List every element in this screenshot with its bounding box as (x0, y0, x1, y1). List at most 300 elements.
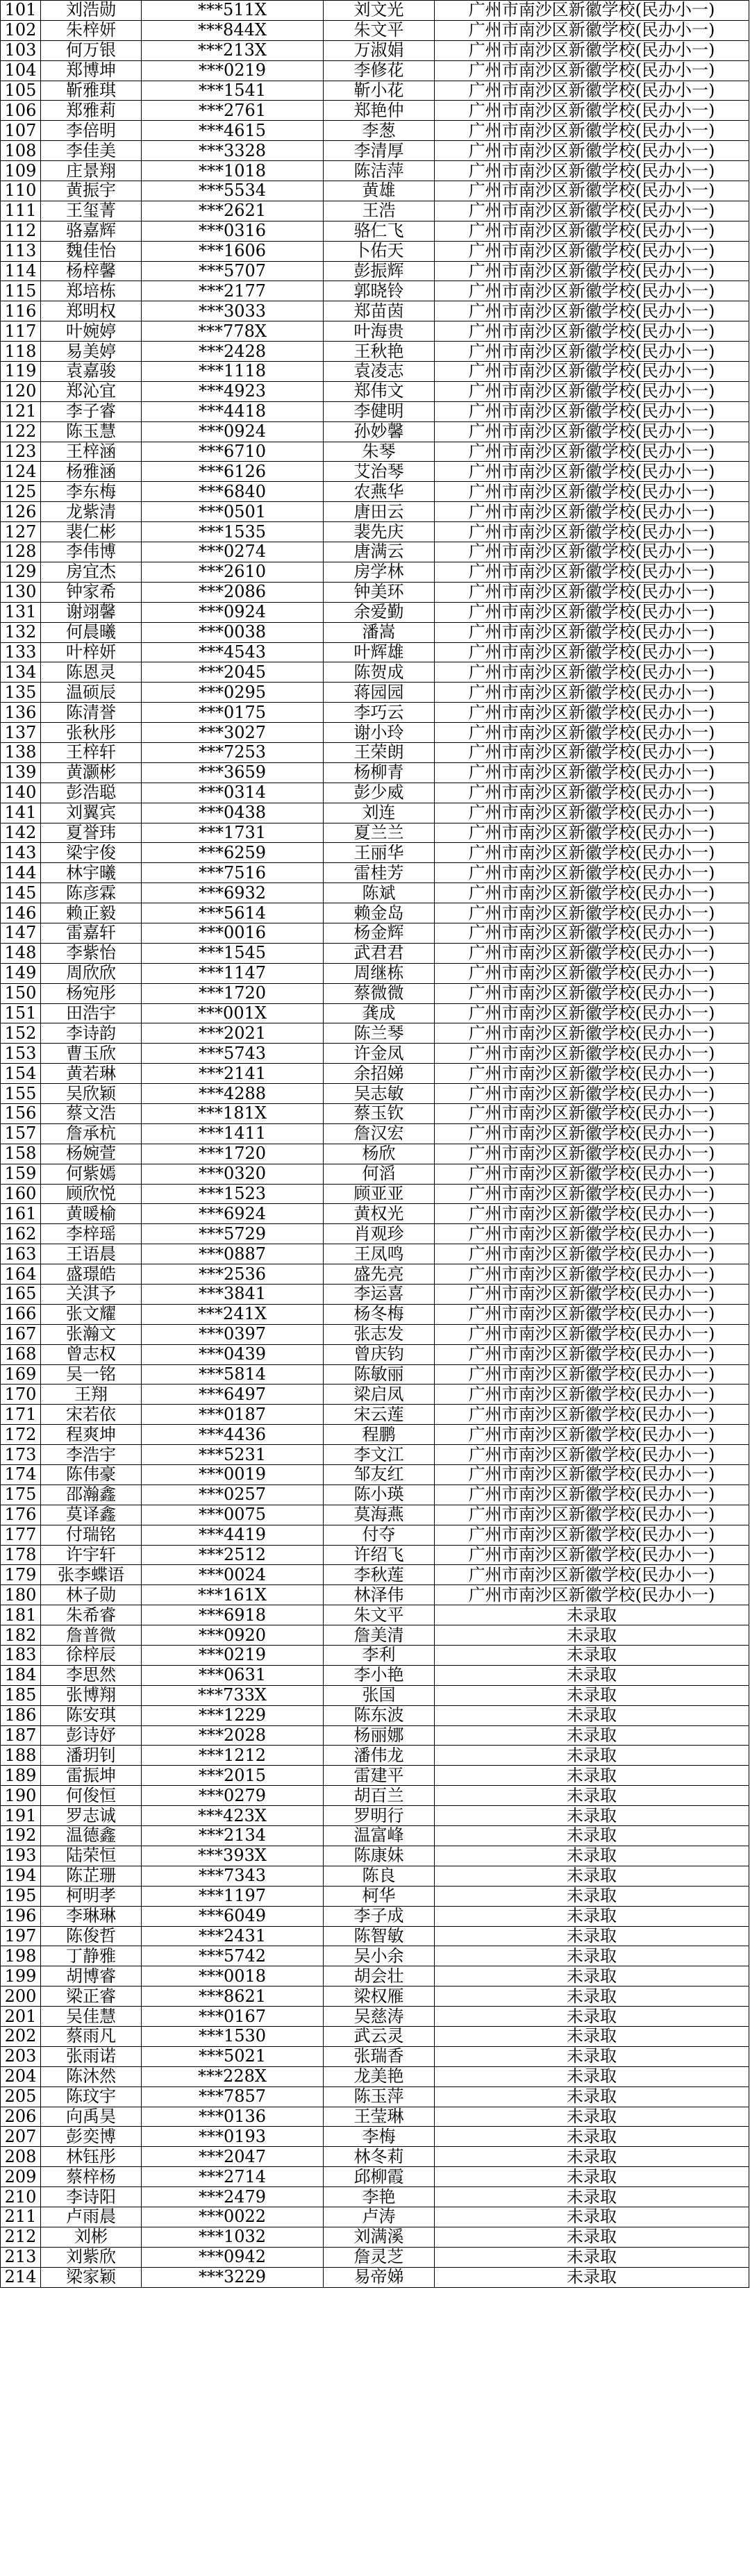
student-name-cell: 骆嘉辉 (41, 221, 142, 241)
id-number-cell: ***1147 (142, 963, 324, 983)
guardian-name-cell: 詹美清 (324, 1625, 435, 1646)
id-number-cell: ***5742 (142, 1946, 324, 1966)
table-row (1, 2007, 749, 2027)
admission-result-cell: 广州市南沙区新徽学校(民办小一) (435, 421, 749, 442)
guardian-name-cell: 梁启凤 (324, 1385, 435, 1405)
admission-result-cell: 广州市南沙区新徽学校(民办小一) (435, 1285, 749, 1305)
table-row (1, 482, 749, 502)
guardian-name-cell: 詹汉宏 (324, 1123, 435, 1144)
student-name-cell: 朱梓妍 (41, 20, 142, 40)
admission-result-cell: 广州市南沙区新徽学校(民办小一) (435, 923, 749, 943)
row-number-cell: 182 (1, 1625, 41, 1646)
guardian-name-cell: 温富峰 (324, 1826, 435, 1846)
table-row (1, 923, 749, 943)
table-row (1, 281, 749, 301)
admission-result-cell: 广州市南沙区新徽学校(民办小一) (435, 362, 749, 382)
guardian-name-cell: 许绍飞 (324, 1545, 435, 1565)
guardian-name-cell: 陈玉萍 (324, 2086, 435, 2107)
admission-result-cell: 广州市南沙区新徽学校(民办小一) (435, 723, 749, 743)
guardian-name-cell: 卜佑天 (324, 241, 435, 261)
student-name-cell: 徐梓辰 (41, 1646, 142, 1666)
id-number-cell: ***0219 (142, 60, 324, 81)
admission-result-cell: 未录取 (435, 2007, 749, 2027)
id-number-cell: ***5743 (142, 1044, 324, 1064)
admission-result-cell: 未录取 (435, 2107, 749, 2127)
table-row (1, 1224, 749, 1244)
student-name-cell: 卢雨晨 (41, 2207, 142, 2227)
guardian-name-cell: 卢涛 (324, 2207, 435, 2227)
id-number-cell: ***001X (142, 1003, 324, 1023)
student-name-cell: 关淇予 (41, 1285, 142, 1305)
guardian-name-cell: 郭晓铃 (324, 281, 435, 301)
table-row (1, 1023, 749, 1044)
row-number-cell: 172 (1, 1425, 41, 1445)
row-number-cell: 111 (1, 201, 41, 221)
admission-result-cell: 未录取 (435, 1766, 749, 1786)
id-number-cell: ***2028 (142, 1725, 324, 1746)
guardian-name-cell: 杨丽娜 (324, 1725, 435, 1746)
table-row (1, 1786, 749, 1806)
id-number-cell: ***0219 (142, 1646, 324, 1666)
id-number-cell: ***778X (142, 321, 324, 342)
guardian-name-cell: 杨柳青 (324, 762, 435, 783)
admission-result-cell: 广州市南沙区新徽学校(民办小一) (435, 1164, 749, 1184)
table-row (1, 1766, 749, 1786)
guardian-name-cell: 彭少威 (324, 783, 435, 803)
table-row (1, 582, 749, 602)
student-name-cell: 温硕辰 (41, 683, 142, 703)
id-number-cell: ***1545 (142, 943, 324, 963)
row-number-cell: 155 (1, 1084, 41, 1104)
student-name-cell: 李琳琳 (41, 1906, 142, 1926)
id-number-cell: ***3841 (142, 1285, 324, 1305)
guardian-name-cell: 黄权光 (324, 1204, 435, 1224)
row-number-cell: 154 (1, 1064, 41, 1084)
table-row (1, 1324, 749, 1344)
row-number-cell: 187 (1, 1725, 41, 1746)
row-number-cell: 197 (1, 1926, 41, 1946)
guardian-name-cell: 詹灵芝 (324, 2247, 435, 2267)
admission-result-cell: 广州市南沙区新徽学校(民办小一) (435, 903, 749, 923)
table-row (1, 1826, 749, 1846)
table-row (1, 1103, 749, 1123)
table-row (1, 1, 749, 21)
admission-result-cell: 广州市南沙区新徽学校(民办小一) (435, 662, 749, 683)
id-number-cell: ***2479 (142, 2187, 324, 2207)
table-row (1, 1445, 749, 1465)
admission-result-cell: 广州市南沙区新徽学校(民办小一) (435, 843, 749, 863)
table-row (1, 421, 749, 442)
admission-result-cell: 广州市南沙区新徽学校(民办小一) (435, 1084, 749, 1104)
guardian-name-cell: 罗明行 (324, 1806, 435, 1826)
row-number-cell: 107 (1, 121, 41, 141)
guardian-name-cell: 钟美环 (324, 582, 435, 602)
guardian-name-cell: 李子成 (324, 1906, 435, 1926)
row-number-cell: 108 (1, 141, 41, 161)
guardian-name-cell: 王荣朗 (324, 742, 435, 762)
admission-result-cell: 未录取 (435, 1806, 749, 1826)
id-number-cell: ***0438 (142, 803, 324, 823)
admission-result-cell: 广州市南沙区新徽学校(民办小一) (435, 1023, 749, 1044)
admission-result-cell: 广州市南沙区新徽学校(民办小一) (435, 522, 749, 542)
id-number-cell: ***0314 (142, 783, 324, 803)
student-name-cell: 陈恩灵 (41, 662, 142, 683)
student-name-cell: 刘紫欣 (41, 2247, 142, 2267)
table-row (1, 121, 749, 141)
id-number-cell: ***2021 (142, 1023, 324, 1044)
student-name-cell: 何紫嫣 (41, 1164, 142, 1184)
guardian-name-cell: 郑艳仲 (324, 101, 435, 121)
row-number-cell: 188 (1, 1746, 41, 1766)
admission-result-cell: 未录取 (435, 2086, 749, 2107)
student-name-cell: 陈俊哲 (41, 1926, 142, 1946)
admission-result-cell: 广州市南沙区新徽学校(民办小一) (435, 1123, 749, 1144)
table-row (1, 342, 749, 362)
guardian-name-cell: 李文江 (324, 1445, 435, 1465)
row-number-cell: 195 (1, 1886, 41, 1906)
row-number-cell: 192 (1, 1826, 41, 1846)
student-name-cell: 莫译鑫 (41, 1505, 142, 1525)
student-name-cell: 雷嘉轩 (41, 923, 142, 943)
row-number-cell: 132 (1, 622, 41, 642)
guardian-name-cell: 胡百兰 (324, 1786, 435, 1806)
guardian-name-cell: 王秋艳 (324, 342, 435, 362)
table-row (1, 1565, 749, 1585)
guardian-name-cell: 武君君 (324, 943, 435, 963)
student-name-cell: 蔡文浩 (41, 1103, 142, 1123)
admission-result-cell: 未录取 (435, 1846, 749, 1866)
id-number-cell: ***5231 (142, 1445, 324, 1465)
guardian-name-cell: 唐田云 (324, 502, 435, 522)
table-row (1, 1725, 749, 1746)
table-row (1, 1344, 749, 1364)
id-number-cell: ***5729 (142, 1224, 324, 1244)
guardian-name-cell: 宋云莲 (324, 1405, 435, 1425)
student-name-cell: 李浩宇 (41, 1445, 142, 1465)
table-row (1, 883, 749, 903)
table-row (1, 401, 749, 421)
student-name-cell: 王玺菁 (41, 201, 142, 221)
row-number-cell: 150 (1, 983, 41, 1003)
guardian-name-cell: 易帝娣 (324, 2267, 435, 2287)
table-row (1, 1545, 749, 1565)
id-number-cell: ***161X (142, 1585, 324, 1605)
table-row (1, 362, 749, 382)
guardian-name-cell: 陈洁萍 (324, 161, 435, 181)
student-name-cell: 郑培栋 (41, 281, 142, 301)
student-name-cell: 夏誉玮 (41, 823, 142, 843)
admission-result-cell: 未录取 (435, 1987, 749, 2007)
student-name-cell: 李诗阳 (41, 2187, 142, 2207)
guardian-name-cell: 龚成 (324, 1003, 435, 1023)
student-name-cell: 王翔 (41, 1385, 142, 1405)
guardian-name-cell: 朱琴 (324, 442, 435, 462)
row-number-cell: 214 (1, 2267, 41, 2287)
admission-result-cell: 广州市南沙区新徽学校(民办小一) (435, 1484, 749, 1505)
table-row (1, 1044, 749, 1064)
student-name-cell: 陈沐然 (41, 2066, 142, 2086)
row-number-cell: 189 (1, 1766, 41, 1786)
table-row (1, 1806, 749, 1826)
student-name-cell: 郑明权 (41, 301, 142, 321)
id-number-cell: ***6049 (142, 1906, 324, 1926)
row-number-cell: 110 (1, 181, 41, 201)
table-row (1, 321, 749, 342)
student-name-cell: 李佳美 (41, 141, 142, 161)
student-name-cell: 龙紫清 (41, 502, 142, 522)
table-row (1, 1264, 749, 1285)
table-row (1, 1966, 749, 1987)
admission-result-cell: 广州市南沙区新徽学校(民办小一) (435, 1585, 749, 1605)
row-number-cell: 194 (1, 1866, 41, 1886)
guardian-name-cell: 赖金岛 (324, 903, 435, 923)
admission-result-cell: 广州市南沙区新徽学校(民办小一) (435, 1304, 749, 1324)
table-row (1, 2147, 749, 2167)
student-name-cell: 刘浩勋 (41, 1, 142, 21)
table-row (1, 863, 749, 883)
id-number-cell: ***0136 (142, 2107, 324, 2127)
admission-result-cell: 广州市南沙区新徽学校(民办小一) (435, 883, 749, 903)
id-number-cell: ***0295 (142, 683, 324, 703)
guardian-name-cell: 郑伟文 (324, 381, 435, 401)
table-row (1, 1705, 749, 1725)
admission-result-cell: 广州市南沙区新徽学校(民办小一) (435, 60, 749, 81)
id-number-cell: ***0924 (142, 421, 324, 442)
table-row (1, 2086, 749, 2107)
student-name-cell: 潘玥钊 (41, 1746, 142, 1766)
guardian-name-cell: 柯华 (324, 1886, 435, 1906)
id-number-cell: ***4543 (142, 642, 324, 662)
student-name-cell: 裴仁彬 (41, 522, 142, 542)
guardian-name-cell: 朱文平 (324, 20, 435, 40)
id-number-cell: ***2428 (142, 342, 324, 362)
student-name-cell: 王语晨 (41, 1244, 142, 1264)
guardian-name-cell: 许金凤 (324, 1044, 435, 1064)
table-row (1, 1084, 749, 1104)
student-name-cell: 李紫怡 (41, 943, 142, 963)
id-number-cell: ***6259 (142, 843, 324, 863)
row-number-cell: 102 (1, 20, 41, 40)
guardian-name-cell: 李运喜 (324, 1285, 435, 1305)
row-number-cell: 156 (1, 1103, 41, 1123)
guardian-name-cell: 农燕华 (324, 482, 435, 502)
id-number-cell: ***2141 (142, 1064, 324, 1084)
id-number-cell: ***1212 (142, 1746, 324, 1766)
id-number-cell: ***8621 (142, 1987, 324, 2007)
admission-result-cell: 未录取 (435, 1826, 749, 1846)
student-name-cell: 顾欣悦 (41, 1184, 142, 1204)
id-number-cell: ***2536 (142, 1264, 324, 1285)
id-number-cell: ***6710 (142, 442, 324, 462)
guardian-name-cell: 邱柳霞 (324, 2167, 435, 2187)
table-row (1, 2247, 749, 2267)
student-name-cell: 房宜杰 (41, 562, 142, 582)
guardian-name-cell: 陈兰琴 (324, 1023, 435, 1044)
guardian-name-cell: 李艳 (324, 2187, 435, 2207)
row-number-cell: 173 (1, 1445, 41, 1465)
student-name-cell: 吴一铭 (41, 1364, 142, 1385)
student-name-cell: 彭奕博 (41, 2127, 142, 2147)
row-number-cell: 151 (1, 1003, 41, 1023)
table-row (1, 1003, 749, 1023)
row-number-cell: 145 (1, 883, 41, 903)
admission-result-cell: 广州市南沙区新徽学校(民办小一) (435, 1505, 749, 1525)
row-number-cell: 196 (1, 1906, 41, 1926)
table-row (1, 803, 749, 823)
student-name-cell: 黄若琳 (41, 1064, 142, 1084)
student-name-cell: 邵瀚鑫 (41, 1484, 142, 1505)
table-row (1, 1926, 749, 1946)
guardian-name-cell: 艾治琴 (324, 462, 435, 482)
admission-result-cell: 广州市南沙区新徽学校(民办小一) (435, 261, 749, 281)
admission-result-cell: 广州市南沙区新徽学校(民办小一) (435, 562, 749, 582)
row-number-cell: 205 (1, 2086, 41, 2107)
row-number-cell: 158 (1, 1144, 41, 1164)
admission-result-cell: 未录取 (435, 1665, 749, 1685)
id-number-cell: ***4923 (142, 381, 324, 401)
admission-result-cell: 未录取 (435, 2147, 749, 2167)
table-row (1, 1946, 749, 1966)
student-name-cell: 陈清誉 (41, 703, 142, 723)
row-number-cell: 180 (1, 1585, 41, 1605)
id-number-cell: ***2621 (142, 201, 324, 221)
admission-result-cell: 未录取 (435, 2066, 749, 2086)
row-number-cell: 207 (1, 2127, 41, 2147)
student-name-cell: 林子勋 (41, 1585, 142, 1605)
id-number-cell: ***1720 (142, 1144, 324, 1164)
row-number-cell: 114 (1, 261, 41, 281)
table-row (1, 1304, 749, 1324)
admission-result-cell: 广州市南沙区新徽学校(民办小一) (435, 1545, 749, 1565)
guardian-name-cell: 吴慈涛 (324, 2007, 435, 2027)
id-number-cell: ***1197 (142, 1886, 324, 1906)
table-row (1, 1184, 749, 1204)
table-row (1, 40, 749, 60)
admission-result-cell: 未录取 (435, 1605, 749, 1625)
id-number-cell: ***0193 (142, 2127, 324, 2147)
admission-result-cell: 未录取 (435, 1705, 749, 1725)
table-row (1, 903, 749, 923)
table-row (1, 2207, 749, 2227)
id-number-cell: ***0024 (142, 1565, 324, 1585)
admission-result-cell: 广州市南沙区新徽学校(民办小一) (435, 1565, 749, 1585)
student-name-cell: 刘翼宾 (41, 803, 142, 823)
table-row (1, 1204, 749, 1224)
row-number-cell: 135 (1, 683, 41, 703)
student-name-cell: 丁静雅 (41, 1946, 142, 1966)
table-row (1, 1144, 749, 1164)
guardian-name-cell: 张志发 (324, 1324, 435, 1344)
guardian-name-cell: 蒋园园 (324, 683, 435, 703)
admission-result-cell: 广州市南沙区新徽学校(民办小一) (435, 783, 749, 803)
student-name-cell: 杨婉萱 (41, 1144, 142, 1164)
guardian-name-cell: 袁凌志 (324, 362, 435, 382)
student-name-cell: 王梓轩 (41, 742, 142, 762)
table-row (1, 1746, 749, 1766)
table-row (1, 1385, 749, 1405)
admission-result-cell: 未录取 (435, 2026, 749, 2046)
id-number-cell: ***6126 (142, 462, 324, 482)
student-name-cell: 陆荣恒 (41, 1846, 142, 1866)
table-row (1, 502, 749, 522)
student-name-cell: 曹玉欣 (41, 1044, 142, 1064)
table-row (1, 642, 749, 662)
row-number-cell: 136 (1, 703, 41, 723)
row-number-cell: 166 (1, 1304, 41, 1324)
table-row (1, 1064, 749, 1084)
student-name-cell: 胡博睿 (41, 1966, 142, 1987)
student-name-cell: 张文耀 (41, 1304, 142, 1324)
admission-result-cell: 广州市南沙区新徽学校(民办小一) (435, 181, 749, 201)
guardian-name-cell: 刘文光 (324, 1, 435, 21)
row-number-cell: 137 (1, 723, 41, 743)
row-number-cell: 199 (1, 1966, 41, 1987)
guardian-name-cell: 陈贺成 (324, 662, 435, 683)
guardian-name-cell: 龙美艳 (324, 2066, 435, 2086)
guardian-name-cell: 房学林 (324, 562, 435, 582)
id-number-cell: ***3229 (142, 2267, 324, 2287)
table-row (1, 542, 749, 562)
student-name-cell: 杨雅涵 (41, 462, 142, 482)
admission-result-cell: 广州市南沙区新徽学校(民办小一) (435, 321, 749, 342)
table-row (1, 2267, 749, 2287)
student-name-cell: 柯明孝 (41, 1886, 142, 1906)
table-row (1, 843, 749, 863)
id-number-cell: ***1411 (142, 1123, 324, 1144)
student-name-cell: 何万银 (41, 40, 142, 60)
id-number-cell: ***1731 (142, 823, 324, 843)
id-number-cell: ***0016 (142, 923, 324, 943)
admission-result-cell: 广州市南沙区新徽学校(民办小一) (435, 442, 749, 462)
guardian-name-cell: 王莹琳 (324, 2107, 435, 2127)
row-number-cell: 142 (1, 823, 41, 843)
student-name-cell: 魏佳怡 (41, 241, 142, 261)
row-number-cell: 144 (1, 863, 41, 883)
student-name-cell: 林钰彤 (41, 2147, 142, 2167)
table-row (1, 2167, 749, 2187)
row-number-cell: 141 (1, 803, 41, 823)
row-number-cell: 183 (1, 1646, 41, 1666)
admission-result-cell: 广州市南沙区新徽学校(民办小一) (435, 582, 749, 602)
row-number-cell: 176 (1, 1505, 41, 1525)
admission-result-cell: 广州市南沙区新徽学校(民办小一) (435, 983, 749, 1003)
table-row (1, 723, 749, 743)
guardian-name-cell: 陈小瑛 (324, 1484, 435, 1505)
id-number-cell: ***213X (142, 40, 324, 60)
row-number-cell: 129 (1, 562, 41, 582)
row-number-cell: 191 (1, 1806, 41, 1826)
student-name-cell: 宋若依 (41, 1405, 142, 1425)
id-number-cell: ***1530 (142, 2026, 324, 2046)
student-name-cell: 罗志诚 (41, 1806, 142, 1826)
student-name-cell: 陈玉慧 (41, 421, 142, 442)
admission-result-cell: 广州市南沙区新徽学校(民办小一) (435, 1425, 749, 1445)
table-row (1, 1364, 749, 1385)
id-number-cell: ***1018 (142, 161, 324, 181)
admission-result-cell: 广州市南沙区新徽学校(民办小一) (435, 542, 749, 562)
row-number-cell: 162 (1, 1224, 41, 1244)
id-number-cell: ***7253 (142, 742, 324, 762)
guardian-name-cell: 蔡玉钦 (324, 1103, 435, 1123)
student-name-cell: 张瀚文 (41, 1324, 142, 1344)
admission-result-cell: 广州市南沙区新徽学校(民办小一) (435, 141, 749, 161)
table-row (1, 1123, 749, 1144)
guardian-name-cell: 谢小玲 (324, 723, 435, 743)
row-number-cell: 184 (1, 1665, 41, 1685)
table-row (1, 683, 749, 703)
guardian-name-cell: 胡会壮 (324, 1966, 435, 1987)
student-name-cell: 田浩宇 (41, 1003, 142, 1023)
